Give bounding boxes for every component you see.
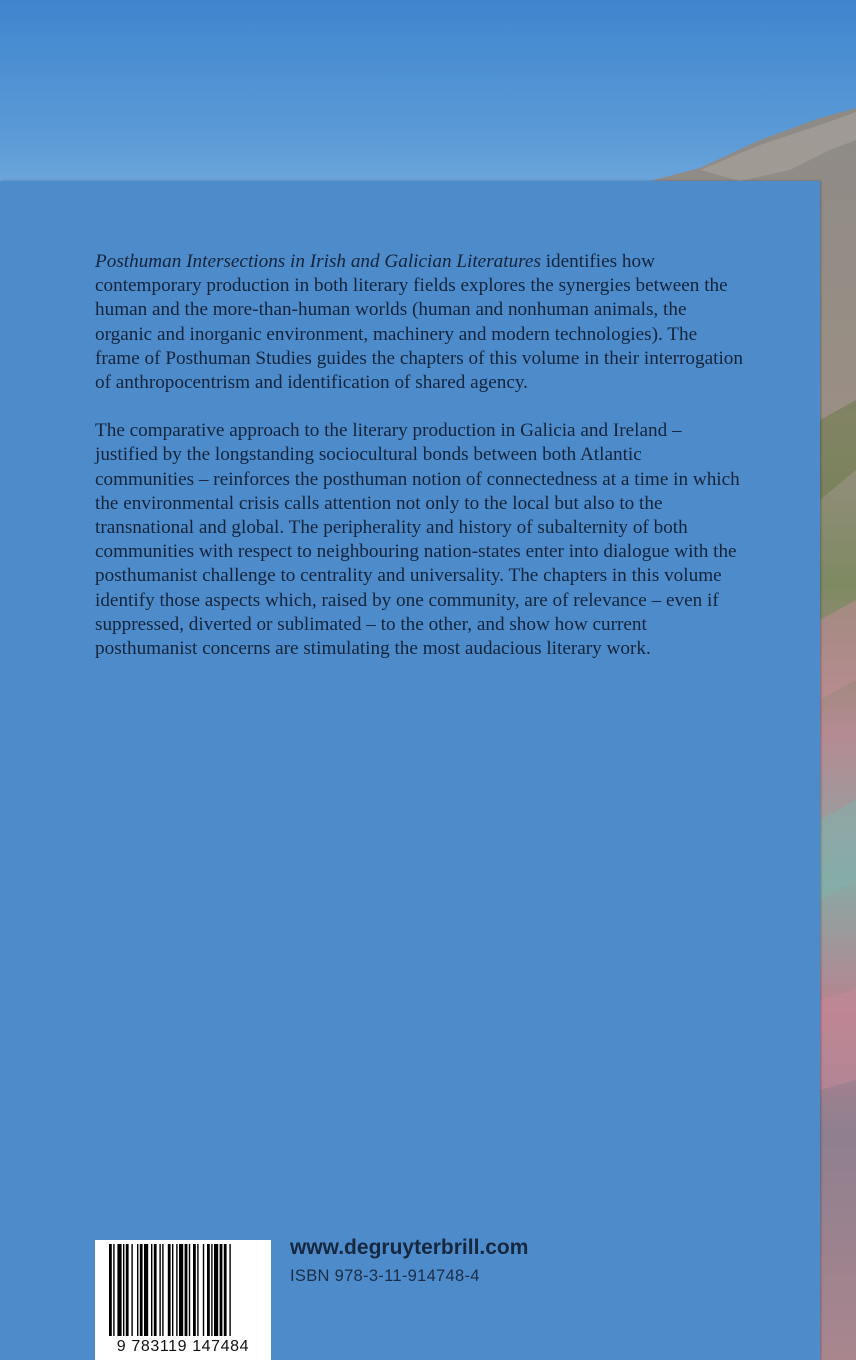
barcode-bar	[117, 1244, 121, 1336]
barcode-bar	[162, 1244, 163, 1336]
barcode-bar	[154, 1244, 157, 1336]
barcode-bar	[189, 1244, 190, 1336]
barcode-bar	[172, 1244, 173, 1336]
book-description	[95, 250, 745, 685]
barcode-bar	[109, 1244, 112, 1336]
isbn-number: ISBN 978-3-11-914748-4	[290, 1267, 480, 1285]
barcode-bar	[203, 1244, 204, 1336]
book-title-italic: Posthuman Intersections in Irish and Galician Literatures	[95, 251, 541, 272]
barcode-bar	[144, 1244, 148, 1336]
barcode-bar	[176, 1244, 177, 1336]
barcode-bar	[224, 1244, 227, 1336]
barcode-bar	[179, 1244, 183, 1336]
barcode-bar	[159, 1244, 160, 1336]
barcode-bar	[229, 1244, 230, 1336]
barcode-bar	[113, 1244, 114, 1336]
barcode-bar	[193, 1244, 196, 1336]
barcode-bar	[220, 1244, 223, 1336]
publisher-website: www.degruyterbrill.com	[290, 1236, 529, 1259]
barcode-bar	[207, 1244, 210, 1336]
barcode-bar	[151, 1244, 152, 1336]
barcode-bar	[131, 1244, 132, 1336]
barcode-bars	[95, 1240, 271, 1340]
description-paragraph-1-text: identifies how contemporary production in both literary fields explores the synergies between the human and the more-than-human worlds (human and nonhuman animals, the organic and inorganic environment, machinery and modern technologies). The frame of Posthuman Studies guides the chapters of this volume in their interrogation of anthropocentrism and identification of shared agency.	[95, 251, 743, 394]
barcode-bar	[185, 1244, 188, 1336]
description-paragraph-1	[95, 250, 745, 395]
isbn-barcode	[95, 1240, 271, 1360]
barcode-digits: 9 783119 147484	[116, 1338, 250, 1355]
barcode-bar	[140, 1244, 143, 1336]
barcode-bar	[168, 1244, 171, 1336]
barcode-bar	[211, 1244, 212, 1336]
barcode-bar	[137, 1244, 138, 1336]
barcode-bar	[214, 1244, 218, 1336]
barcode-bar	[123, 1244, 124, 1336]
barcode-bar	[197, 1244, 198, 1336]
barcode-bar	[126, 1244, 129, 1336]
description-paragraph-2: The comparative approach to the literary production in Galicia and Ireland – justified by the longstanding sociocultural bonds between both Atlantic communities – reinforces the posthuman notion of connectedness at a time in which the environmental crisis calls attention not only to the local but also to the transnational and global. The peripherality and history of subalternity of both communities with respect to neighbouring nation-states enter into dialogue with the posthumanist challenge to centrality and universality. The chapters in this volume identify those aspects which, raised by one community, are of relevance – even if suppressed, diverted or sublimated – to the other, and show how current posthumanist concerns are stimulating the most audacious literary work.	[95, 420, 740, 660]
